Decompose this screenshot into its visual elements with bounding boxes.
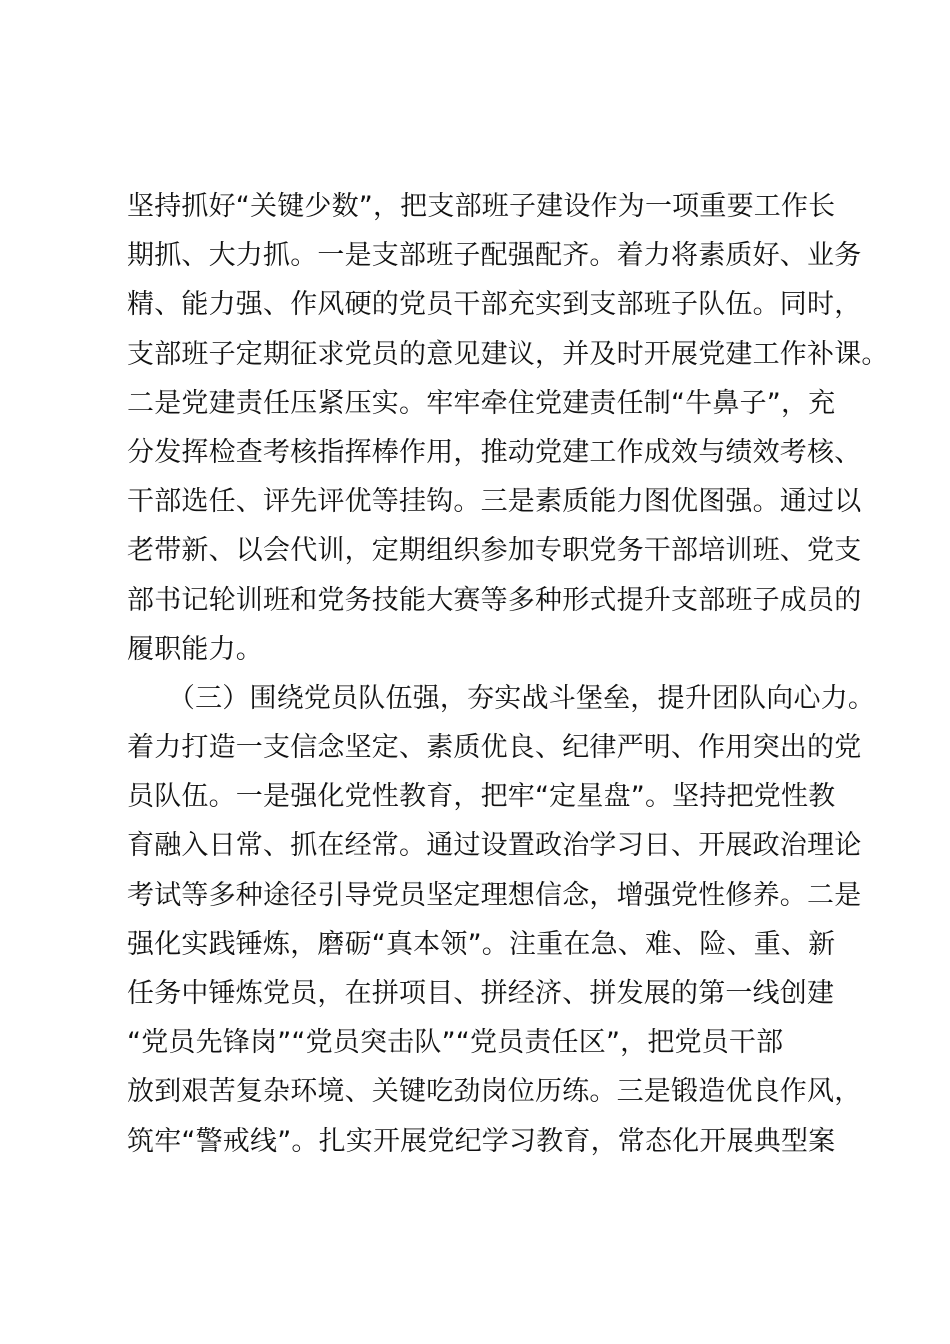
text-line: 期抓、大力抓。一是支部班子配强配齐。着力将素质好、业务: [127, 240, 862, 272]
text-line: 支部班子定期征求党员的意见建议，并及时开展党建工作补课。: [127, 338, 889, 370]
text-line: 坚持抓好“关键少数”，把支部班子建设作为一项重要工作长: [127, 191, 836, 222]
text-line: 考试等多种途径引导党员坚定理想信念，增强党性修养。二是: [127, 879, 862, 911]
body-text: [127, 182, 889, 1166]
text-line: 分发挥检查考核指挥棒作用，推动党建工作成效与绩效考核、: [127, 436, 862, 468]
text-line: 干部选任、评先评优等挂钩。三是素质能力图优图强。通过以: [127, 486, 862, 518]
text-line: 二是党建责任压紧压实。牢牢牵住党建责任制“牛鼻子”，充: [127, 387, 836, 419]
text-line: 育融入日常、抓在经常。通过设置政治学习日、开展政治理论: [127, 830, 862, 862]
text-line: 履职能力。: [127, 633, 263, 665]
text-line: 任务中锤炼党员，在拼项目、拼经济、拼发展的第一线创建: [127, 978, 835, 1009]
section-heading-line: （三）围绕党员队伍强，夯实战斗堡垒，提升团队向心力。: [127, 682, 876, 714]
text-line: 放到艰苦复杂环境、关键吃劲岗位历练。三是锻造优良作风，: [127, 1076, 862, 1108]
text-line: 老带新、以会代训，定期组织参加专职党务干部培训班、党支: [127, 535, 862, 567]
text-line: 强化实践锤炼，磨砺“真本领”。注重在急、难、险、重、新: [127, 928, 836, 960]
text-line: 员队伍。一是强化党性教育，把牢“定星盘”。坚持把党性教: [127, 781, 836, 813]
text-line: 精、能力强、作风硬的党员干部充实到支部班子队伍。同时，: [127, 289, 862, 321]
text-line: 筑牢“警戒线”。扎实开展党纪学习教育，常态化开展典型案: [127, 1125, 836, 1157]
text-line: “党员先锋岗”“党员突击队”“党员责任区”，把党员干部: [127, 1027, 784, 1059]
text-line: 着力打造一支信念坚定、素质优良、纪律严明、作用突出的党: [127, 732, 862, 764]
text-line: 部书记轮训班和党务技能大赛等多种形式提升支部班子成员的: [127, 584, 862, 616]
